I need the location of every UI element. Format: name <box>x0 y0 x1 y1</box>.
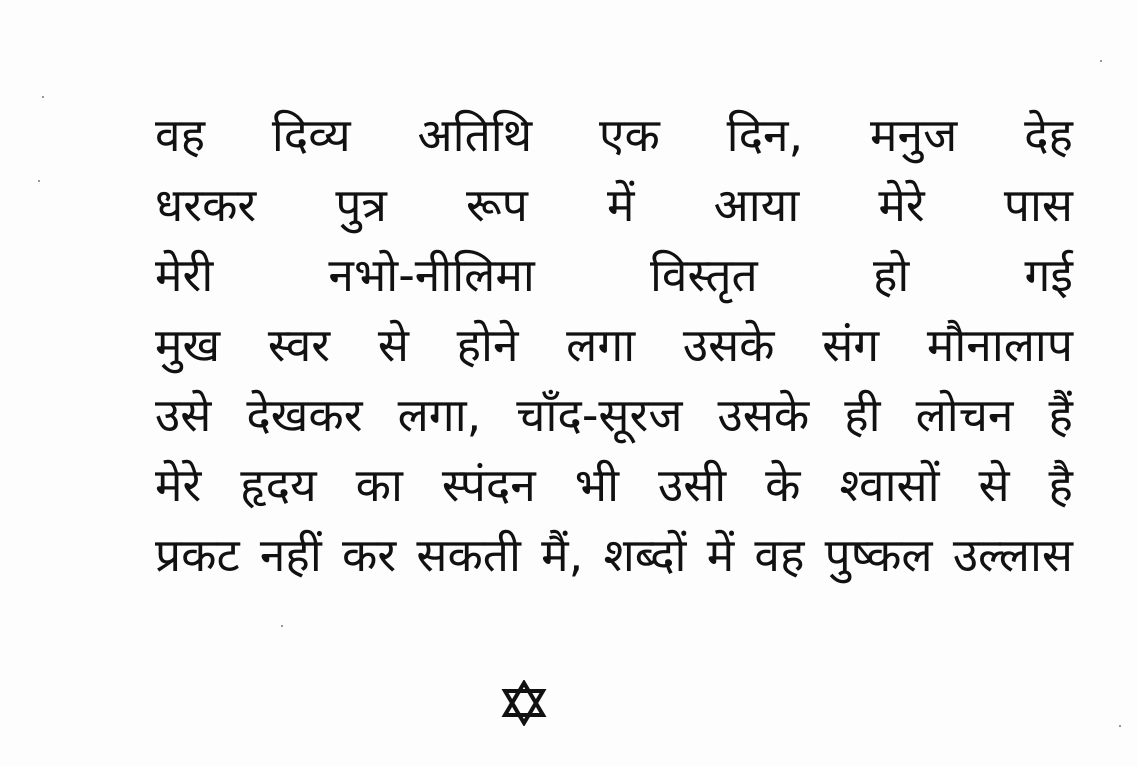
poem-word: विस्तृत <box>649 248 758 302</box>
poem-word: वह <box>754 528 805 582</box>
poem-word: देह <box>1024 108 1073 162</box>
poem-word: लगा, <box>397 388 482 442</box>
poem-word: पुष्कल <box>824 528 933 582</box>
poem-word: उसके <box>717 388 810 442</box>
poem-word: होने <box>456 318 519 372</box>
poem-word: के <box>765 458 801 512</box>
poem-word: रूप <box>466 178 528 232</box>
poem-line-7 <box>155 520 1073 590</box>
poem-word: में <box>706 528 735 582</box>
poem-word: भी <box>574 458 620 512</box>
scan-speck <box>38 180 40 182</box>
poem-word: मनुज <box>870 108 958 162</box>
poem-word: उल्लास <box>952 528 1073 582</box>
poem-word: संग <box>822 318 880 372</box>
poem-word: पुत्र <box>335 178 387 232</box>
poem-word: मेरी <box>155 248 214 302</box>
scan-speck <box>281 625 283 627</box>
poem-word: आया <box>713 178 800 232</box>
poem-word: स्वर <box>267 318 331 372</box>
poem-word: मौनालाप <box>926 318 1073 372</box>
scan-speck <box>1119 725 1121 727</box>
poem-line-1 <box>155 100 1073 170</box>
scan-speck <box>42 96 44 98</box>
poem-word: दिव्य <box>271 108 351 162</box>
poem-word: कर <box>342 528 397 582</box>
poem-word: में <box>607 178 635 232</box>
poem-word: प्रकट <box>155 528 240 582</box>
poem-word: मैं, <box>541 528 584 582</box>
poem-word: चाँद-सूरज <box>516 388 683 442</box>
poem-word: मेरे <box>878 178 925 232</box>
poem-word: उसी <box>658 458 727 512</box>
star-of-david-icon <box>501 680 547 726</box>
poem-word: धरकर <box>155 178 257 232</box>
poem-word: हृदय <box>240 458 317 512</box>
poem-word: शब्दों <box>603 528 687 582</box>
poem-word: पास <box>1003 178 1073 232</box>
poem-word: दिन, <box>726 108 804 162</box>
poem-word: से <box>377 318 409 372</box>
poem-word: हो <box>872 248 910 302</box>
poem-word: श्वासों <box>839 458 940 512</box>
scan-speck <box>1100 60 1102 62</box>
poem-word: ही <box>844 388 881 442</box>
poem-word: लगा <box>566 318 636 372</box>
poem-word: से <box>978 458 1010 512</box>
poem-line-4 <box>155 310 1073 380</box>
poem-word: एक <box>599 108 660 162</box>
poem-word: नहीं <box>259 528 322 582</box>
poem-text <box>155 100 1073 590</box>
poem-word: उसे <box>155 388 212 442</box>
poem-word: अतिथि <box>417 108 533 162</box>
poem-word: हैं <box>1048 388 1073 442</box>
poem-word: नभो-नीलिमा <box>328 248 535 302</box>
poem-word: का <box>355 458 403 512</box>
poem-word: मुख <box>155 318 221 372</box>
poem-line-2 <box>155 170 1073 240</box>
poem-word: स्पंदन <box>441 458 536 512</box>
poem-word: सकती <box>416 528 521 582</box>
poem-word: लोचन <box>915 388 1014 442</box>
poem-line-5 <box>155 380 1073 450</box>
poem-line-3 <box>155 240 1073 310</box>
poem-word: मेरे <box>155 458 202 512</box>
poem-word: वह <box>155 108 206 162</box>
poem-word: उसके <box>682 318 775 372</box>
poem-word: गई <box>1024 248 1073 302</box>
poem-word: देखकर <box>246 388 363 442</box>
poem-word: है <box>1048 458 1073 512</box>
poem-line-6 <box>155 450 1073 520</box>
